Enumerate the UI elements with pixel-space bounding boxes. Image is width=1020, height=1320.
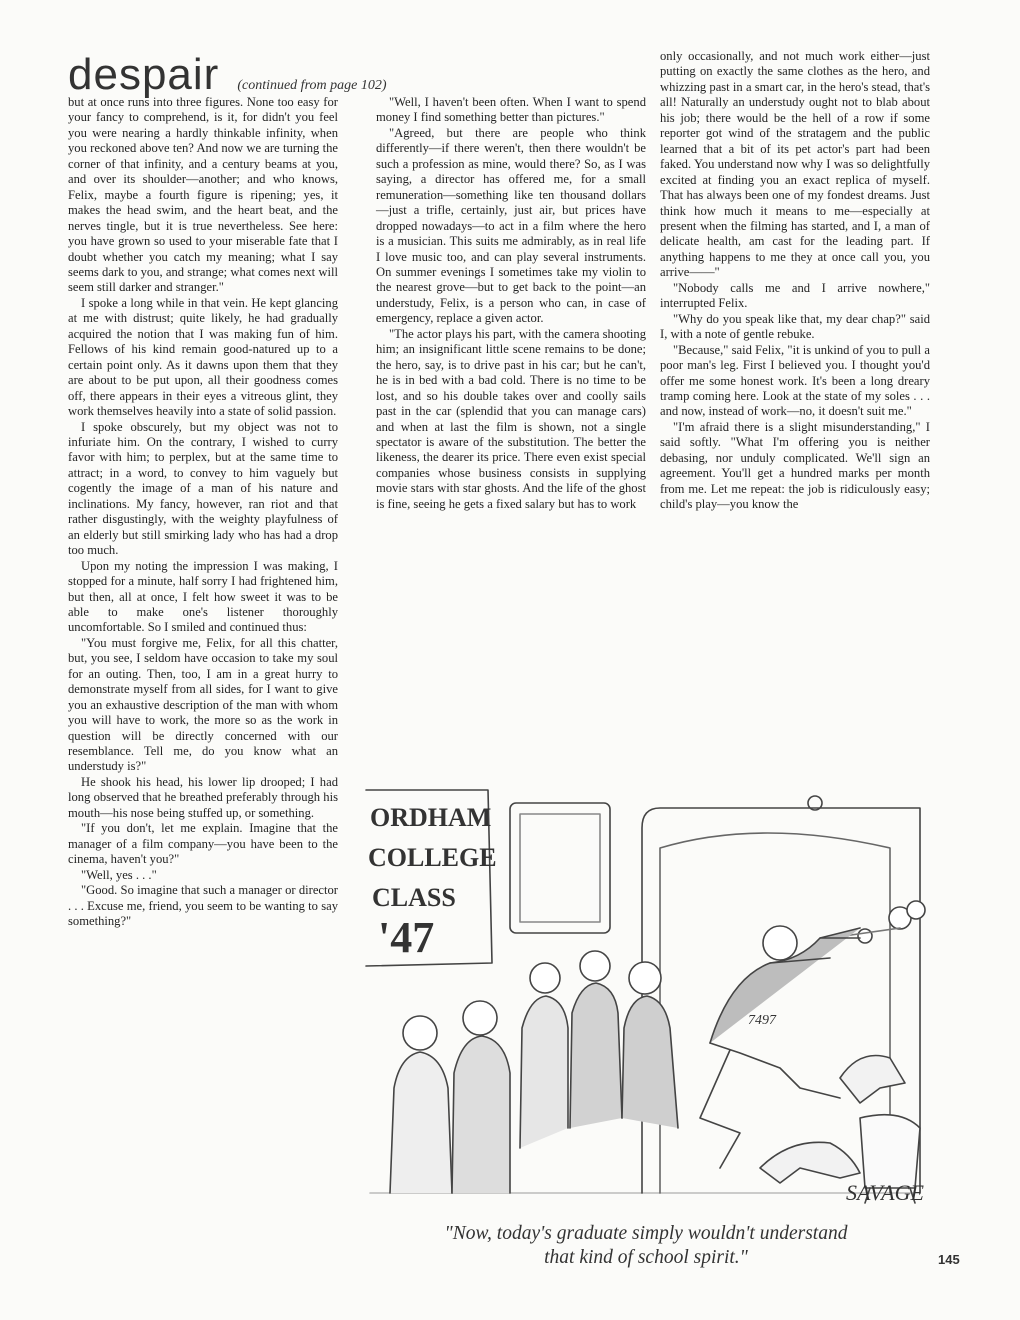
cartoon-illustration: [360, 788, 932, 1208]
text-column-2: [376, 95, 646, 775]
text-column-3: [660, 49, 930, 769]
paragraph: but at once runs into three figures. None too easy for your fancy to comprehend, is it, for didn't you feel you were nearing a hardly thinkable infinity, when you reckoned above ten? And now we are turning the corner of that infinity, and a century beams at you, and over its shoulder—another; and who knows, Felix, maybe a fourth figure is ripening; yes, it makes the head swim, and the heart beat, and the nerves tingle, but it is true nevertheless. See here: you have grown so used to your miserable fate that I doubt whether you catch my meaning; what I say seems dark to you, and strange; what comes next will seem still darker and stranger.": [68, 95, 338, 295]
paragraph: He shook his head, his lower lip drooped; I had long observed that he breathed preferably through his mouth—his nose being stuffed up, or something.: [68, 774, 338, 820]
paragraph: "Why do you speak like that, my dear chap?" said I, with a note of gentle rebuke.: [660, 311, 930, 342]
paragraph: I spoke a long while in that vein. He kept glancing at me with distrust; quite likely, he had gradually acquired the notion that I was making fun of him. Fellows of his kind remain good-natured up to a certain point only. As it dawns upon them that they are about to be put upon, all their goodness comes off, there appears in their eyes a vitreous glint, they work themselves heavily into a state of solid passion.: [68, 295, 338, 419]
cartoon-caption: [360, 1222, 932, 1270]
paragraph: "You must forgive me, Felix, for all this chatter, but, you see, I seldom have occasion to take my soul for an outing. Then, too, I am in a great hurry to demonstrate myself from all sides, for I want to give you an exhaustive description of the man with whom you will have to work, the more so as the work in question will be directly concerned with our resemblance. Tell me, do you know what an understudy is?": [68, 635, 338, 774]
paragraph: "Agreed, but there are people who think differently—if there weren't, then there wouldn't be such a profession as mine, would there? So, as I was saying, a director has offered me, for a small remuneration—something like ten thousand dollars—just a trifle, certainly, just air, but prices have dropped nowadays—to act in a film where the hero is a musician. This suits me admirably, as in real life I love music too, and can play several instruments. On summer evenings I sometimes take my violin to the nearest grove—but to get back to the point—an understudy, Felix, is a person who can, in case of emergency, replace a given actor.: [376, 125, 646, 326]
paragraph: "Well, I haven't been often. When I want to spend money I find something better than pictures.": [376, 95, 646, 125]
sweater-number: 7497: [748, 1013, 776, 1028]
text-column-1: [68, 95, 338, 1245]
paragraph: "If you don't, let me explain. Imagine that the manager of a film company—you have been to the cinema, haven't you?": [68, 821, 338, 867]
continued-note: (continued from page 102): [237, 78, 387, 93]
page-number: 145: [938, 1252, 960, 1267]
artist-signature: SAVAGE: [846, 1180, 924, 1205]
article-heading: [68, 50, 387, 100]
caption-line: "Now, today's graduate simply wouldn't understand: [444, 1223, 848, 1244]
paragraph: "Good. So imagine that such a manager or director . . . Excuse me, friend, you seem to be wanting to say something?": [68, 883, 338, 929]
paragraph: "Nobody calls me and I arrive nowhere," interrupted Felix.: [660, 280, 930, 311]
paragraph: Upon my noting the impression I was making, I stopped for a minute, half sorry I had frightened him, but then, all at once, I felt how sweet it was to be able to make one's listener thoroughly uncomfortable. So I smiled and continued thus:: [68, 558, 338, 635]
banner-line-4: '47: [378, 913, 435, 962]
article-title: despair: [68, 50, 220, 99]
banner-line-1: ORDHAM: [370, 803, 492, 832]
paragraph: only occasionally, and not much work either—just putting on exactly the same clothes as the hero, and whizzing past in a smart car, in the hero's stead, that's all! Naturally an understudy ought not to blab about his job; there would be the hell of a row if some reporter got wind of the stratagem and the public learned that a bit of its pet actor's part had been faked. You understand now why I was so delightfully excited at finding you an exact replica of myself. That has always been one of my fondest dreams. Just think how much it means to me—especially at present when the filming has started, and I, a man of delicate health, am cast for the leading part. If anything happens to me they at once call you, you arrive——": [660, 49, 930, 280]
running-man: [700, 926, 860, 1168]
paragraph: "Well, yes . . .": [81, 867, 157, 882]
paragraph: "Because," said Felix, "it is unkind of you to pull a poor man's leg. First I believed you. I thought you'd offer me some honest work. It's been a long dreary tramp coming here. Look at the state of my soles . . . and now, instead of work—no, it doesn't suit me.": [660, 342, 930, 419]
picture-frame: [510, 803, 610, 933]
paragraph: "I'm afraid there is a slight misunderstanding," I said softly. "What I'm offering you is neither debasing, nor unduly complicated. We'll sign an agreement. You'll get a hundred marks per month from me. Let me repeat: the job is ridiculously easy; child's play—you know the: [660, 419, 930, 512]
dog: [840, 1056, 905, 1104]
chair: [860, 1115, 920, 1188]
banner-line-2: COLLEGE: [368, 843, 497, 872]
paragraph: I spoke obscurely, but my object was not to infuriate him. On the contrary, I wished to curry favor with him; to perplex, but at the same time to attract; in a word, to convey to him vaguely but cogently the image of a man of his nature and inclinations. My fancy, however, ran riot and that rather disgustingly, with the weighty playfulness of an elderly but still smirking lady who has had a drop too much.: [68, 419, 338, 558]
men-group-left: [390, 951, 678, 1193]
caption-line: that kind of school spirit.": [544, 1247, 748, 1268]
dog: [760, 1142, 860, 1183]
paragraph: "The actor plays his part, with the camera shooting him; an insignificant little scene remains to be done; the hero, say, is to drive past in his car; but he can't, he is in bed with a bad cold. There is no time to be lost, and so his double takes over and coolly sails past in the car (splendid that you can manage cars) and when at last the film is shown, not a single spectator is aware of the substitution. The better the likeness, the dearer its price. There even exist special companies whose business consists in supplying movie stars with star ghosts. And the life of the ghost is fine, seeing he gets a fixed salary but has to work: [376, 326, 646, 511]
banner-line-3: CLASS: [372, 883, 456, 912]
